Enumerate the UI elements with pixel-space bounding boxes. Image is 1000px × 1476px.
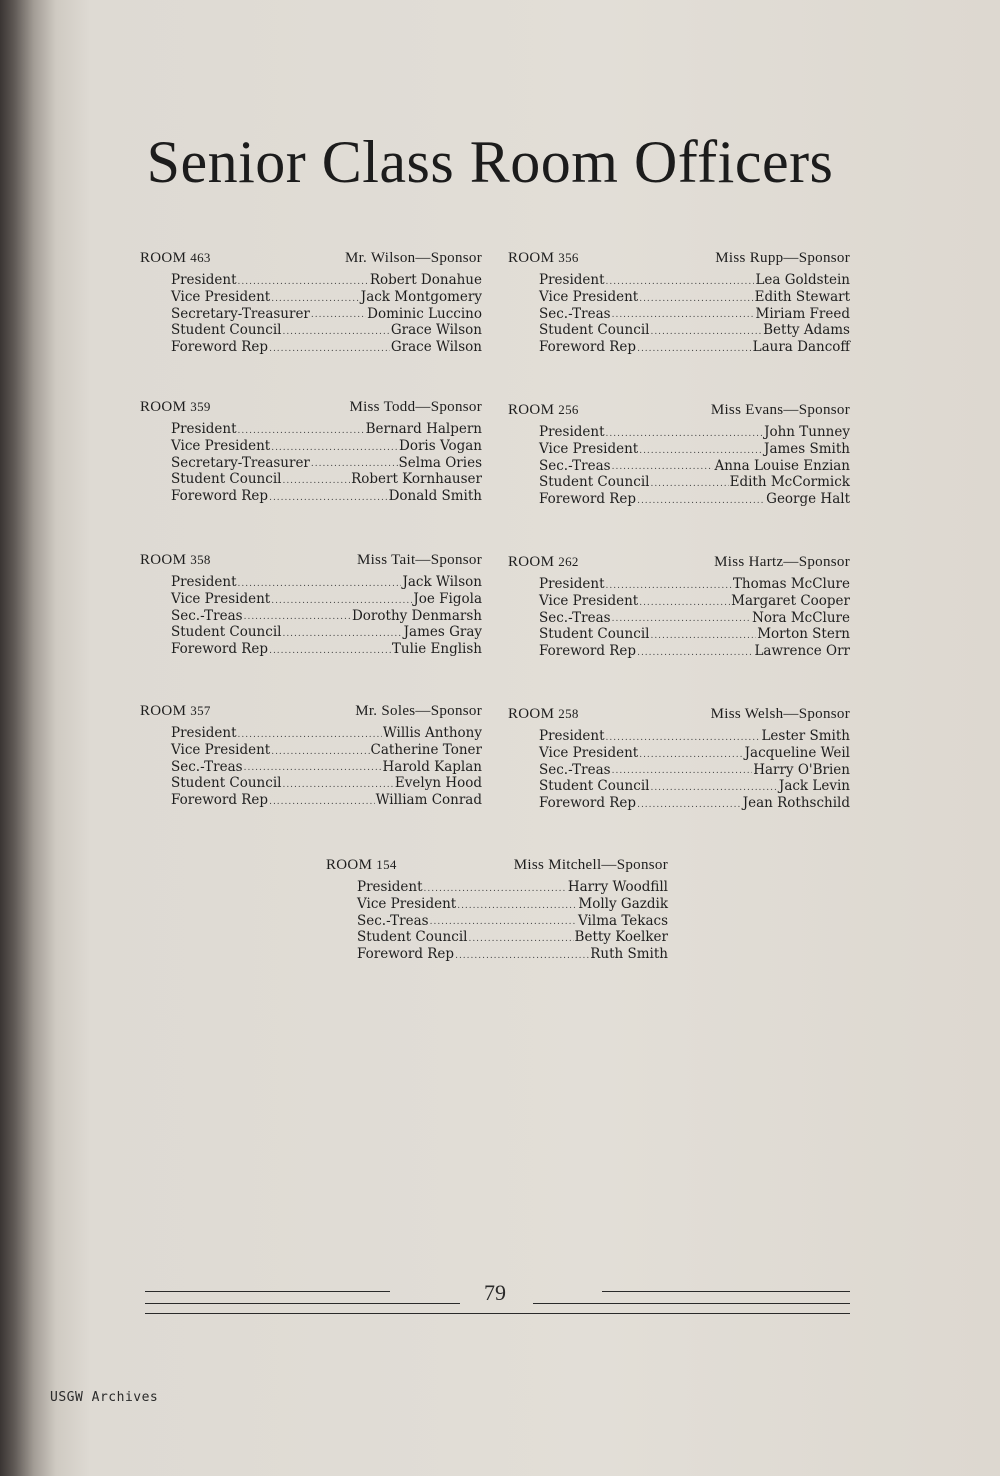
officer-role: President xyxy=(171,421,237,437)
dot-leader xyxy=(311,308,366,322)
officer-role: Secretary-Treasurer xyxy=(171,454,310,471)
officer-role: Vice President xyxy=(539,744,639,761)
room-word: ROOM xyxy=(140,703,187,719)
officer-list xyxy=(171,421,482,505)
dot-leader xyxy=(650,325,762,339)
officer-name: Bernard Halpern xyxy=(365,421,482,437)
officer-name: Harry O'Brien xyxy=(753,761,850,778)
officer-list xyxy=(171,272,482,356)
room-block-258 xyxy=(508,706,850,812)
officer-list xyxy=(171,574,482,658)
officer-role: Sec.-Treas xyxy=(539,609,611,626)
archive-watermark: USGW Archives xyxy=(50,1390,159,1405)
officer-row xyxy=(539,778,850,795)
dot-leader xyxy=(269,795,375,809)
officer-name: George Halt xyxy=(766,491,850,508)
officer-role: President xyxy=(539,424,605,440)
officer-role: Foreword Rep xyxy=(539,339,637,356)
room-number: 359 xyxy=(190,399,211,414)
officer-row xyxy=(539,322,850,339)
officer-row xyxy=(539,762,850,779)
room-number: 356 xyxy=(558,250,579,265)
officer-role: Student Council xyxy=(171,775,282,792)
room-word: ROOM xyxy=(140,399,187,415)
officer-list xyxy=(539,576,850,660)
room-label xyxy=(140,552,211,569)
officer-row xyxy=(539,491,850,508)
officer-name: Nora McClure xyxy=(752,609,850,626)
room-header xyxy=(140,399,482,418)
room-sponsor: Mr. Wilson—Sponsor xyxy=(344,250,482,266)
officer-role: Vice President xyxy=(539,288,639,305)
officer-name: Lester Smith xyxy=(761,728,850,744)
officer-row xyxy=(171,272,482,289)
room-sponsor: Miss Welsh—Sponsor xyxy=(710,706,850,722)
dot-leader xyxy=(612,612,752,626)
officer-row xyxy=(171,289,482,306)
officer-name: Thomas McClure xyxy=(732,576,850,592)
officer-list xyxy=(539,728,850,812)
officer-row xyxy=(539,289,850,306)
room-word: ROOM xyxy=(508,706,555,722)
room-label xyxy=(140,250,211,267)
officer-row xyxy=(171,775,482,792)
officer-name: Robert Donahue xyxy=(369,272,482,288)
room-block-356 xyxy=(508,250,850,356)
officer-role: Vice President xyxy=(171,437,271,454)
officer-name: Dorothy Denmarsh xyxy=(351,607,482,624)
room-label xyxy=(508,250,579,267)
officer-name: Doris Vogan xyxy=(399,437,482,454)
officer-name: Grace Wilson xyxy=(390,322,482,339)
officer-role: Sec.-Treas xyxy=(357,912,429,929)
officer-row xyxy=(171,742,482,759)
dot-leader xyxy=(606,275,755,289)
officer-role: Student Council xyxy=(539,322,650,339)
officer-role: Student Council xyxy=(171,471,282,488)
dot-leader xyxy=(612,308,755,322)
officer-name: Robert Kornhauser xyxy=(351,471,482,488)
room-block-359 xyxy=(140,399,482,505)
room-sponsor: Miss Mitchell—Sponsor xyxy=(513,857,668,873)
officer-role: Sec.-Treas xyxy=(539,761,611,778)
room-label xyxy=(140,703,211,720)
officer-row xyxy=(539,626,850,643)
dot-leader xyxy=(271,441,398,455)
officer-name: Miriam Freed xyxy=(755,305,850,322)
officer-row xyxy=(171,471,482,488)
officer-name: Margaret Cooper xyxy=(731,592,850,609)
room-block-154 xyxy=(326,857,668,963)
officer-row xyxy=(171,488,482,505)
officer-name: Lawrence Orr xyxy=(754,643,850,660)
officer-role: Foreword Rep xyxy=(539,643,637,660)
room-word: ROOM xyxy=(326,857,373,873)
room-block-262 xyxy=(508,554,850,660)
officer-row xyxy=(539,795,850,812)
officer-row xyxy=(357,896,668,913)
officer-row xyxy=(539,593,850,610)
officer-role: Student Council xyxy=(357,929,468,946)
room-label xyxy=(140,399,211,416)
officer-row xyxy=(171,725,482,742)
room-word: ROOM xyxy=(508,402,555,418)
room-word: ROOM xyxy=(140,250,187,266)
officer-name: Betty Koelker xyxy=(574,929,668,946)
officer-role: Sec.-Treas xyxy=(171,607,243,624)
room-sponsor: Mr. Soles—Sponsor xyxy=(355,703,482,719)
room-number: 357 xyxy=(190,703,211,718)
room-number: 154 xyxy=(376,857,397,872)
officer-role: Secretary-Treasurer xyxy=(171,305,310,322)
officer-row xyxy=(539,272,850,289)
dot-leader xyxy=(271,292,360,306)
officer-role: Vice President xyxy=(539,440,639,457)
officer-row xyxy=(539,728,850,745)
officer-row xyxy=(171,438,482,455)
room-label xyxy=(508,402,579,419)
officer-name: Catherine Toner xyxy=(370,741,482,758)
officer-row xyxy=(171,421,482,438)
officer-row xyxy=(171,792,482,809)
officer-row xyxy=(171,608,482,625)
officer-role: Vice President xyxy=(357,895,457,912)
dot-leader xyxy=(238,577,402,591)
officer-name: Jack Wilson xyxy=(402,574,482,590)
officer-row xyxy=(539,339,850,356)
officer-role: President xyxy=(539,272,605,288)
room-sponsor: Miss Hartz—Sponsor xyxy=(714,554,850,570)
officer-role: President xyxy=(539,576,605,592)
room-block-463 xyxy=(140,250,482,356)
dot-leader xyxy=(612,764,753,778)
dot-leader xyxy=(282,325,389,339)
officer-role: Student Council xyxy=(171,322,282,339)
dot-leader xyxy=(282,778,393,792)
officer-name: Edith Stewart xyxy=(754,288,850,305)
room-header xyxy=(508,250,850,269)
officer-name: Evelyn Hood xyxy=(394,775,482,792)
officer-row xyxy=(539,576,850,593)
officer-role: Student Council xyxy=(539,626,650,643)
officer-name: Lea Goldstein xyxy=(755,272,850,288)
dot-leader xyxy=(468,932,573,946)
dot-leader xyxy=(455,949,589,963)
room-header xyxy=(508,706,850,725)
dot-leader xyxy=(271,594,412,608)
room-sponsor: Miss Tait—Sponsor xyxy=(356,552,482,568)
officer-role: Student Council xyxy=(171,624,282,641)
officer-name: Willis Anthony xyxy=(382,725,482,741)
officer-role: Vice President xyxy=(171,741,271,758)
officer-row xyxy=(539,424,850,441)
dot-leader xyxy=(282,627,402,641)
officer-name: Joe Figola xyxy=(413,590,482,607)
room-word: ROOM xyxy=(508,250,555,266)
officer-role: Sec.-Treas xyxy=(539,457,611,474)
officer-row xyxy=(171,306,482,323)
dot-leader xyxy=(271,745,369,759)
officer-role: Vice President xyxy=(171,590,271,607)
room-block-358 xyxy=(140,552,482,658)
footer-rule-left-bottom xyxy=(145,1303,460,1304)
officer-list xyxy=(357,879,668,963)
dot-leader xyxy=(650,629,756,643)
room-header xyxy=(140,250,482,269)
room-header xyxy=(140,552,482,571)
officer-name: Morton Stern xyxy=(757,626,850,643)
officer-row xyxy=(171,591,482,608)
officer-name: Vilma Tekacs xyxy=(578,912,668,929)
officer-role: Student Council xyxy=(539,474,650,491)
officer-row xyxy=(171,322,482,339)
officer-name: Betty Adams xyxy=(763,322,850,339)
dot-leader xyxy=(238,275,369,289)
officer-name: Harry Woodfill xyxy=(567,879,668,895)
officer-role: Foreword Rep xyxy=(539,795,637,812)
officer-row xyxy=(171,759,482,776)
room-number: 256 xyxy=(558,402,579,417)
dot-leader xyxy=(637,646,753,660)
officer-name: Jack Montgomery xyxy=(360,288,482,305)
officer-role: Sec.-Treas xyxy=(171,758,243,775)
footer-rule-left-base xyxy=(145,1313,850,1314)
dot-leader xyxy=(606,731,761,745)
dot-leader xyxy=(269,491,387,505)
officer-row xyxy=(357,929,668,946)
officer-role: Foreword Rep xyxy=(171,792,269,809)
officer-row xyxy=(539,610,850,627)
officer-name: Ruth Smith xyxy=(590,946,668,963)
officer-role: President xyxy=(539,728,605,744)
officer-row xyxy=(171,641,482,658)
dot-leader xyxy=(238,728,382,742)
officer-role: President xyxy=(171,574,237,590)
officer-role: Student Council xyxy=(539,778,650,795)
officer-name: Donald Smith xyxy=(388,488,482,505)
officer-role: Vice President xyxy=(539,592,639,609)
officer-role: President xyxy=(357,879,423,895)
officer-role: Foreword Rep xyxy=(171,641,269,658)
room-header xyxy=(508,554,850,573)
officer-role: Sec.-Treas xyxy=(539,305,611,322)
officer-list xyxy=(539,424,850,508)
officer-role: President xyxy=(171,725,237,741)
officer-name: Laura Dancoff xyxy=(752,339,850,356)
officer-name: Molly Gazdik xyxy=(578,895,668,912)
dot-leader xyxy=(612,460,714,474)
officer-row xyxy=(539,745,850,762)
officer-row xyxy=(357,946,668,963)
officer-role: Foreword Rep xyxy=(171,339,269,356)
officer-role: President xyxy=(171,272,237,288)
officer-role: Foreword Rep xyxy=(357,946,455,963)
footer-rule-left-top xyxy=(145,1291,390,1292)
officer-row xyxy=(171,624,482,641)
dot-leader xyxy=(269,342,390,356)
room-word: ROOM xyxy=(508,554,555,570)
room-label xyxy=(508,554,579,571)
officer-name: Grace Wilson xyxy=(390,339,482,356)
room-number: 358 xyxy=(190,552,211,567)
officer-name: John Tunney xyxy=(764,424,850,440)
page-title: Senior Class Room Officers xyxy=(146,129,834,195)
officer-row xyxy=(539,643,850,660)
room-block-357 xyxy=(140,703,482,809)
room-label xyxy=(326,857,397,874)
dot-leader xyxy=(244,610,351,624)
room-word: ROOM xyxy=(140,552,187,568)
dot-leader xyxy=(424,882,567,896)
officer-name: James Smith xyxy=(764,440,850,457)
officer-name: Jacqueline Weil xyxy=(744,744,850,761)
officer-row xyxy=(171,574,482,591)
dot-leader xyxy=(311,457,398,471)
dot-leader xyxy=(637,494,765,508)
dot-leader xyxy=(639,748,743,762)
officer-row xyxy=(539,474,850,491)
room-header xyxy=(326,857,668,876)
officer-row xyxy=(539,306,850,323)
dot-leader xyxy=(639,292,753,306)
room-number: 258 xyxy=(558,706,579,721)
officer-name: Dominic Luccino xyxy=(367,305,482,322)
dot-leader xyxy=(606,579,732,593)
officer-list xyxy=(171,725,482,809)
dot-leader xyxy=(637,798,742,812)
dot-leader xyxy=(244,761,382,775)
officer-role: Vice President xyxy=(171,288,271,305)
room-header xyxy=(508,402,850,421)
officer-row xyxy=(171,339,482,356)
dot-leader xyxy=(639,596,730,610)
room-sponsor: Miss Rupp—Sponsor xyxy=(715,250,850,266)
officer-row xyxy=(357,879,668,896)
dot-leader xyxy=(637,342,752,356)
officer-name: Jean Rothschild xyxy=(742,795,850,812)
room-label xyxy=(508,706,579,723)
room-block-256 xyxy=(508,402,850,508)
officer-row xyxy=(539,441,850,458)
dot-leader xyxy=(606,427,764,441)
dot-leader xyxy=(650,477,728,491)
room-number: 262 xyxy=(558,554,579,569)
officer-role: Foreword Rep xyxy=(539,491,637,508)
officer-name: Tulie English xyxy=(391,641,482,658)
officer-name: Edith McCormick xyxy=(729,474,850,491)
officer-name: Selma Ories xyxy=(398,454,482,471)
officer-name: Harold Kaplan xyxy=(382,758,482,775)
footer-rule-right-top xyxy=(602,1291,850,1292)
officer-role: Foreword Rep xyxy=(171,488,269,505)
room-sponsor: Miss Todd—Sponsor xyxy=(349,399,482,415)
dot-leader xyxy=(457,899,577,913)
officer-name: Jack Levin xyxy=(778,778,850,795)
dot-leader xyxy=(639,444,763,458)
dot-leader xyxy=(238,424,365,438)
officer-list xyxy=(539,272,850,356)
officer-name: Anna Louise Enzian xyxy=(714,457,850,474)
officer-row xyxy=(357,913,668,930)
officer-row xyxy=(171,455,482,472)
officer-row xyxy=(539,458,850,475)
dot-leader xyxy=(282,474,350,488)
dot-leader xyxy=(269,644,391,658)
dot-leader xyxy=(650,781,777,795)
room-sponsor: Miss Evans—Sponsor xyxy=(710,402,850,418)
room-number: 463 xyxy=(190,250,211,265)
dot-leader xyxy=(430,915,577,929)
footer-rule-right-bottom xyxy=(533,1303,850,1304)
officer-name: William Conrad xyxy=(375,792,482,809)
page-number: 79 xyxy=(484,1280,506,1305)
room-header xyxy=(140,703,482,722)
officer-name: James Gray xyxy=(403,624,482,641)
